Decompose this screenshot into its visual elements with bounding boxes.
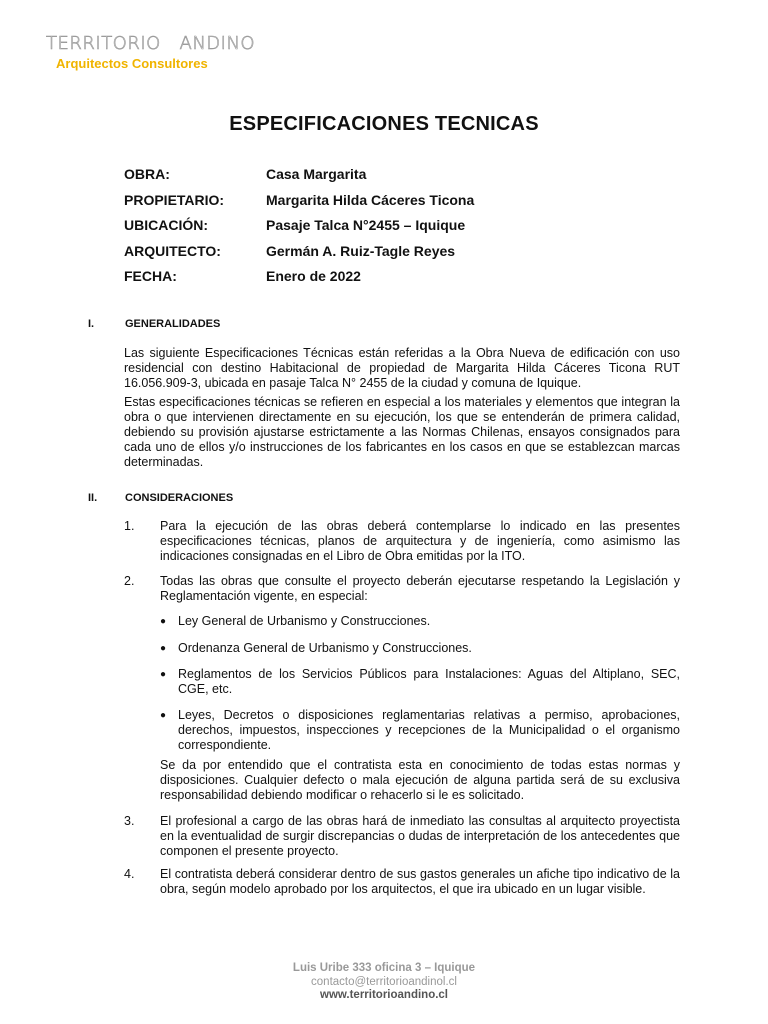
info-row-ubicacion: UBICACIÓN: Pasaje Talca N°2455 – Iquique bbox=[124, 217, 466, 233]
bullet-icon: ● bbox=[160, 643, 167, 654]
paragraph: Las siguiente Especificaciones Técnicas están referidas a la Obra Nueva de edificación con uso residencial con destino Habitacional de propiedad de Margarita Hilda Cáceres Ticona RUT 16.056.909-3, ubicada en pasaje Talca N° 2455 de la ciudad y comuna de Iquique. bbox=[124, 346, 680, 390]
bullet-item: ● Leyes, Decretos o disposiciones reglamentarias relativas a permiso, aprobaciones, derechos, impuestos, inspecciones y recepciones de la Municipalidad o el organismo correspondiente. bbox=[160, 708, 680, 752]
footer-email[interactable]: contacto@territorioandinol.cl bbox=[311, 975, 457, 988]
paragraph: Estas especificaciones técnicas se refieren en especial a los materiales y elementos que integran la obra o que intervienen directamente en su ejecución, los que se entenderán de primera calidad, debiendo su provisión ajustarse estrictamente a las Normas Chilenas, ensayos consignados para cada uno de ellos y/o instrucciones de los fabricantes en los casos en que se establezcan marcas determinadas. bbox=[124, 395, 680, 469]
logo-wordmark: TERRITORIO ANDINO bbox=[46, 33, 256, 54]
info-row-propietario: PROPIETARIO: Margarita Hilda Cáceres Ticona bbox=[124, 191, 475, 208]
page-footer bbox=[0, 962, 768, 1003]
bullet-item: ● Ley General de Urbanismo y Construcciones. bbox=[160, 614, 431, 628]
info-row-arquitecto: ARQUITECTO: Germán A. Ruiz-Tagle Reyes bbox=[124, 242, 456, 259]
bullet-icon: ● bbox=[160, 616, 167, 627]
bullet-item: ● Reglamentos de los Servicios Públicos para Instalaciones: Aguas del Altiplano, SEC, CGE, etc. bbox=[160, 667, 680, 696]
bullet-item: ● Ordenanza General de Urbanismo y Construcciones. bbox=[160, 641, 472, 655]
company-logo bbox=[46, 34, 255, 71]
info-row-obra: OBRA: Casa Margarita bbox=[124, 166, 367, 182]
list-item: 1. Para la ejecución de las obras deberá contemplarse lo indicado en las presentes especificaciones técnicas, planos de arquitectura y de ingeniería, como asimismo las indicaciones consignadas en el Libro de Obra emitidas por la ITO. bbox=[124, 519, 680, 563]
bullet-icon: ● bbox=[160, 710, 167, 721]
footer-address: Luis Uribe 333 oficina 3 – Iquique bbox=[292, 962, 476, 974]
logo-subtitle: Arquitectos Consultores bbox=[56, 56, 208, 71]
section-heading-generalidades: I. GENERALIDADES bbox=[88, 318, 221, 330]
section-heading-consideraciones: II. CONSIDERACIONES bbox=[88, 492, 234, 504]
project-info bbox=[124, 166, 474, 294]
list-item: 4. El contratista deberá considerar dentro de sus gastos generales un afiche tipo indicativo de la obra, según modelo aprobado por los arquitectos, el que ira ubicado en un lugar visible. bbox=[124, 867, 680, 896]
footer-website[interactable]: www.territorioandino.cl bbox=[320, 989, 448, 1001]
list-item: 3. El profesional a cargo de las obras hará de inmediato las consultas al arquitecto proyectista en la eventualidad de surgir discrepancias o dudas de interpretación de los antecedentes que componen el presente proyecto. bbox=[124, 814, 680, 858]
document-title: ESPECIFICACIONES TECNICAS bbox=[229, 113, 539, 135]
paragraph: Se da por entendido que el contratista esta en conocimiento de todas estas normas y disposiciones. Cualquier defecto o mala ejecución de alguna partida será de su exclusiva responsabilidad debiendo modificar o rehacerlo si le es solicitado. bbox=[160, 758, 680, 802]
bullet-icon: ● bbox=[160, 669, 167, 680]
info-row-fecha: FECHA: Enero de 2022 bbox=[124, 268, 361, 284]
list-item: 2. Todas las obras que consulte el proyecto deberán ejecutarse respetando la Legislación y Reglamentación vigente, en especial: bbox=[124, 574, 680, 603]
